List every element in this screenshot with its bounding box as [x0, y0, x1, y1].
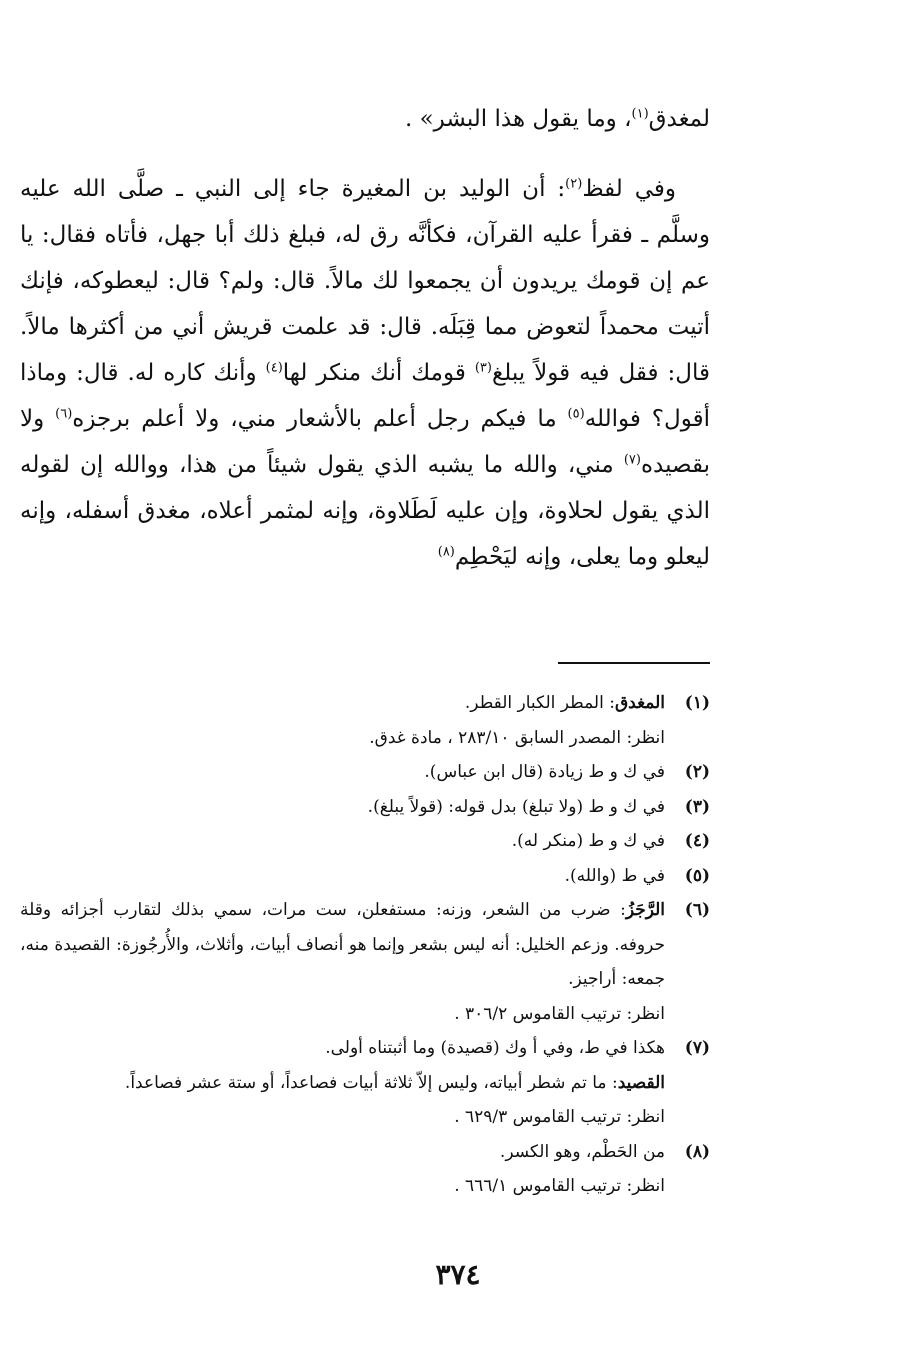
text-run: ولا بقصيده	[20, 406, 710, 478]
footnote-text: في ك و ط (ولا تبلغ) بدل قوله: (قولاً يبلغ).	[367, 796, 665, 817]
term: القصيد	[617, 1072, 665, 1093]
text-run: وفي لفظ	[582, 176, 677, 202]
footnote-item	[20, 893, 710, 1031]
footnote-ref: (٦)	[55, 406, 73, 422]
footnote-ref: (٨)	[437, 544, 455, 560]
footnote-line	[20, 859, 665, 894]
footnote-number: (١)	[684, 693, 710, 713]
footnote-number: (٦)	[684, 900, 710, 920]
text-run: مني، والله ما يشبه الذي يقول شيئاً من هذا، ووالله إن لقوله الذي يقول لحلاوة، وإن عليه لَطَلاوة، وإنه لمثمر أعلاه، مغدق أسفله، وإنه ليعلو وما يعلى، وإنه ليَحْطِم	[20, 452, 710, 570]
page-number: ٣٧٤	[435, 1258, 481, 1291]
footnote-line	[20, 1100, 665, 1135]
footnote-body	[20, 893, 665, 1031]
footnote-number: (٥)	[684, 865, 710, 886]
footnote-text: في ك و ط (منكر له).	[511, 831, 665, 851]
text-run: وأنك كاره له. قال: وماذا أقول؟ فوالله	[20, 360, 710, 432]
footnote-number: (٨)	[684, 1141, 710, 1162]
footnote-body	[20, 859, 665, 894]
paragraph-2	[20, 166, 710, 580]
footnote-item	[20, 686, 710, 755]
footnote-body	[20, 790, 665, 825]
footnote-ref: (١)	[631, 106, 649, 122]
term: الرَّجَزُ	[625, 900, 665, 920]
footnote-ref: (٧)	[623, 452, 641, 468]
footnotes	[20, 686, 710, 1204]
footnote-line	[20, 824, 665, 859]
footnote-text: انظر: المصدر السابق ٢٨٣/١٠ ، مادة غدق.	[369, 727, 665, 748]
footnote-item	[20, 859, 710, 894]
footnote-line	[20, 1066, 665, 1101]
footnote-body	[20, 1135, 665, 1204]
footnote-item	[20, 755, 710, 790]
footnote-number: (٤)	[684, 831, 710, 851]
term: المغدق	[614, 693, 665, 713]
main-text	[20, 96, 710, 580]
footnote-line	[20, 755, 665, 790]
text-run: لمغدق	[648, 106, 710, 132]
text-run: ، وما يقول هذا البشر» .	[404, 106, 632, 132]
footnote-number: (٢)	[684, 762, 710, 782]
footnote-line	[20, 721, 665, 756]
footnote-ref: (٤)	[265, 360, 283, 376]
footnote-text: : المطر الكبار القطر.	[464, 693, 615, 713]
footnote-number: (٣)	[684, 796, 710, 817]
footnote-divider	[558, 662, 710, 664]
footnote-text: هكذا في ط، وفي أ وك (قصيدة) وما أثبتناه أولى.	[325, 1038, 665, 1058]
footnote-text: انظر: ترتيب القاموس ٣٠٦/٢ .	[454, 1003, 665, 1024]
footnote-text: في ط (والله).	[564, 865, 665, 886]
footnote-text: انظر: ترتيب القاموس ٦٢٩/٣ .	[454, 1107, 665, 1127]
footnote-text: : ضرب من الشعر، وزنه: مستفعلن، ست مرات، سمي بذلك لتقارب أجزائه وقلة حروفه. وزعم الخليل: أنه ليس بشعر وإنما هو أنصاف أبيات، وأثلاث، والأُرجُوزة: القصيدة منه، جمعه: أراجيز.	[20, 900, 665, 989]
footnote-line	[20, 1169, 665, 1204]
footnote-line	[20, 997, 665, 1032]
footnote-text: انظر: ترتيب القاموس ٦٦٦/١ .	[454, 1176, 665, 1196]
footnote-ref: (٥)	[567, 406, 585, 422]
footnote-ref: (٣)	[474, 360, 492, 376]
footnote-line	[20, 790, 665, 825]
footnote-body	[20, 824, 665, 859]
footnote-body	[20, 755, 665, 790]
footnote-line	[20, 1135, 665, 1170]
footnote-line	[20, 686, 665, 721]
footnote-text: : ما تم شطر أبياته، وليس إلاّ ثلاثة أبيات فصاعداً، أو ستة عشر فصاعداً.	[124, 1072, 618, 1093]
paragraph-1	[20, 96, 710, 142]
footnote-number: (٧)	[684, 1038, 710, 1058]
footnote-item	[20, 1135, 710, 1204]
footnote-ref: (٢)	[565, 176, 583, 192]
footnote-item	[20, 824, 710, 859]
footnote-body	[20, 1031, 665, 1135]
footnote-text: من الحَطْم، وهو الكسر.	[499, 1141, 665, 1162]
footnote-line	[20, 1031, 665, 1066]
footnote-text: في ك و ط زيادة (قال ابن عباس).	[424, 762, 665, 782]
text-run: ما فيكم رجل أعلم بالأشعار مني، ولا أعلم برجزه	[72, 406, 568, 432]
footnote-item	[20, 1031, 710, 1135]
footnote-body	[20, 686, 665, 755]
text-run: : أن الوليد بن المغيرة جاء إلى النبي ـ صلَّى الله عليه وسلَّم ـ فقرأ عليه القرآن، فكأنَّه رق له، فبلغ ذلك أبا جهل، فأتاه فقال: يا عم إن قومك يريدون أن يجمعوا لك مالاً. قال: ولم؟ قال: ليعطوكه، فإنك أتيت محمداً لتعوض مما قِبَلَه. قال: قد علمت قريش أني من أكثرها مالاً. قال: فقل فيه قولاً يبلغ	[20, 176, 710, 386]
footnote-item	[20, 790, 710, 825]
footnote-line	[20, 893, 665, 997]
text-run: قومك أنك منكر لها	[282, 360, 475, 386]
